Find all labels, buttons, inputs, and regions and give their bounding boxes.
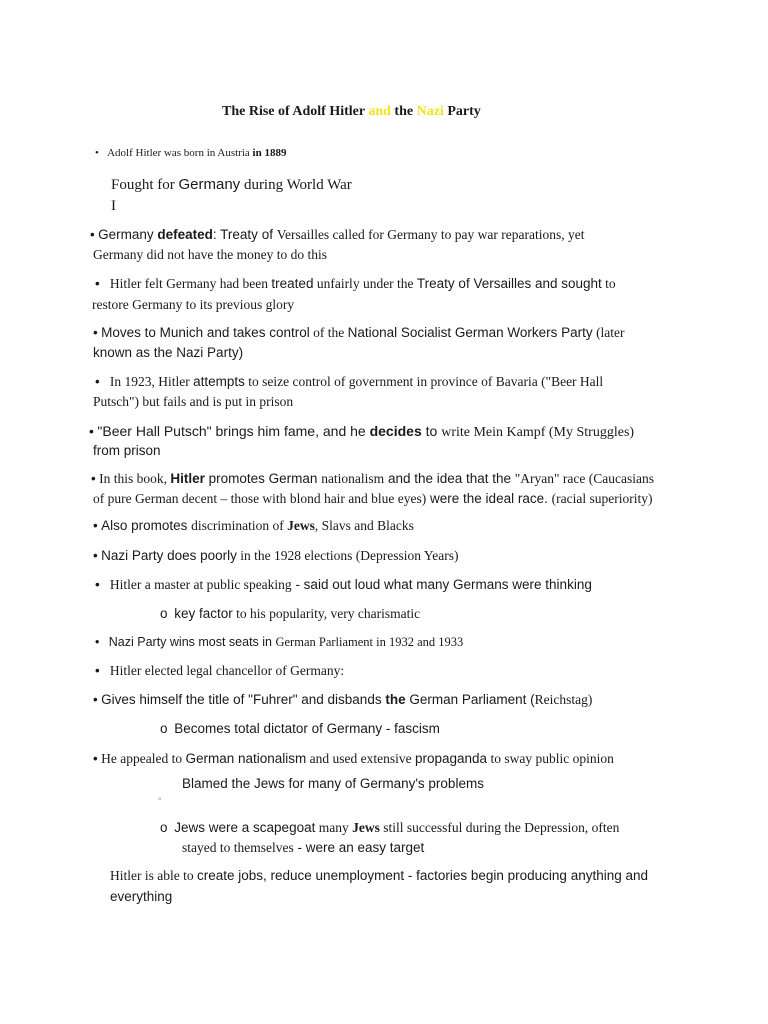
bullet-icon: • (95, 276, 100, 291)
paragraph: Hitler is able to create jobs, reduce unemployment - factories begin producing anything and (110, 868, 649, 883)
bullet-icon: • (89, 423, 94, 439)
sub-bullet-icon: o (160, 820, 168, 835)
list-item-continuation: restore Germany to its previous glory (92, 297, 295, 312)
list-item: • Nazi Party does poorly in the 1928 elections (Depression Years) (93, 548, 459, 563)
list-item: Fought for Germany during World War (111, 176, 352, 193)
bullet-icon: • (95, 663, 100, 678)
list-item-continuation: of pure German decent – those with blond hair and blue eyes) were the ideal race. (racial superiority) (93, 491, 653, 506)
bullet-icon: • (93, 518, 98, 533)
sub-bullet-icon: o (160, 721, 168, 736)
list-item: • Hitler elected legal chancellor of Germany: (95, 663, 345, 678)
sub-list-item: Blamed the Jews for many of Germany's problems (182, 776, 484, 791)
list-item: • Hitler a master at public speaking - said out loud what many Germans were thinking (95, 577, 592, 592)
sub-bullet-icon: o (160, 606, 168, 621)
bullet-icon: • (93, 548, 98, 563)
sub-list-item: o Jews were a scapegoat many Jews still successful during the Depression, often (160, 820, 620, 835)
highlighted-word: Nazi (416, 104, 444, 119)
bullet-icon: • (93, 751, 98, 766)
bullet-icon: • (95, 577, 100, 592)
bullet-icon: • (91, 471, 96, 486)
sub-list-item: o Becomes total dictator of Germany - fascism (160, 721, 440, 736)
paragraph-continuation: everything (110, 889, 173, 904)
sub-list-item: o key factor to his popularity, very charismatic (160, 606, 421, 621)
list-item: • Nazi Party wins most seats in German Parliament in 1932 and 1933 (95, 635, 464, 649)
sub-list-item-continuation: stayed to themselves - were an easy target (182, 840, 425, 855)
list-item: • In this book, Hitler promotes German nationalism and the idea that the "Aryan" race (Caucasians (91, 471, 655, 486)
highlighted-word: and (368, 104, 391, 119)
page-title: The Rise of Adolf Hitler and the Nazi Party (222, 104, 481, 119)
list-item: • Gives himself the title of "Fuhrer" and disbands the German Parliament (Reichstag) (93, 692, 593, 707)
list-item: • Also promotes discrimination of Jews, Slavs and Blacks (93, 518, 414, 533)
bullet-icon: • (90, 227, 95, 242)
bullet-icon: • (95, 374, 100, 389)
list-item: • Hitler felt Germany had been treated unfairly under the Treaty of Versailles and sought to (95, 276, 616, 291)
list-item: • "Beer Hall Putsch" brings him fame, and he decides to write Mein Kampf (My Struggles) (89, 423, 635, 440)
list-item-continuation: known as the Nazi Party) (93, 345, 244, 360)
list-item: • Adolf Hitler was born in Austria in 1889 (95, 147, 287, 159)
list-item-continuation: from prison (93, 443, 161, 458)
list-item-continuation: Germany did not have the money to do this (93, 247, 327, 262)
bullet-icon: • (95, 635, 100, 649)
list-item-continuation: Putsch") but fails and is put in prison (93, 394, 294, 409)
bullet-icon: • (95, 147, 99, 159)
hollow-bullet-icon: ◦ (158, 794, 162, 805)
list-item: • He appealed to German nationalism and used extensive propaganda to sway public opinion (93, 751, 614, 766)
bullet-icon: • (93, 325, 98, 340)
list-item: • Moves to Munich and takes control of the National Socialist German Workers Party (later (93, 325, 625, 340)
list-item-continuation: I (111, 198, 116, 214)
list-item: • Germany defeated: Treaty of Versailles called for Germany to pay war reparations, yet (90, 227, 585, 242)
bullet-icon: • (93, 692, 98, 707)
list-item: • In 1923, Hitler attempts to seize control of government in province of Bavaria ("Beer Hall (95, 374, 604, 389)
